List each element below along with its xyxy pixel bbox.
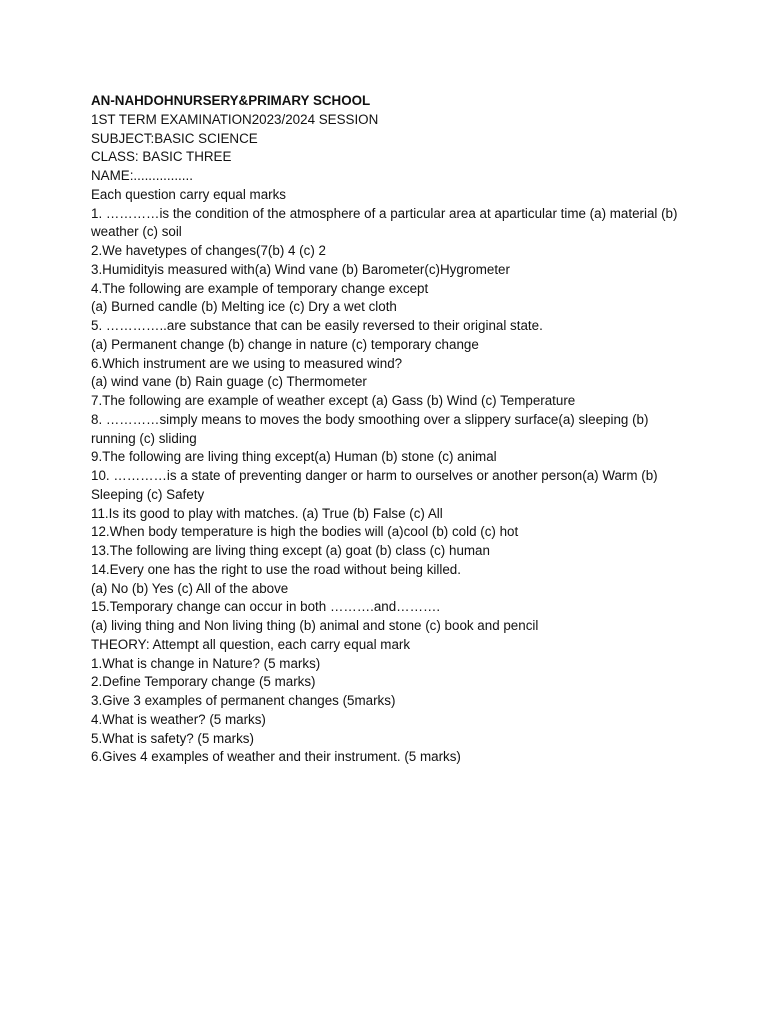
question-line: 7.The following are example of weather except (a) Gass (b) Wind (c) Temperature [91, 393, 576, 408]
subject-line: SUBJECT:BASIC SCIENCE [91, 130, 258, 146]
question-line: 4.The following are example of temporary change except [91, 280, 429, 296]
exam-document [91, 92, 691, 767]
options-line: (a) living thing and Non living thing (b) animal and stone (c) book and pencil [91, 618, 539, 633]
class-line: CLASS: BASIC THREE [91, 149, 232, 165]
question-line: 5. …………..are substance that can be easily reversed to their original state. [91, 318, 543, 333]
theory-question: 5.What is safety? (5 marks) [91, 730, 254, 746]
theory-question: 4.What is weather? (5 marks) [91, 711, 266, 727]
objective-section [91, 205, 691, 636]
question-line: 9.The following are living thing except(a) Human (b) stone (c) animal [91, 449, 497, 465]
question-line: 3.Humidityis measured with(a) Wind vane (b) Barometer(c)Hygrometer [91, 261, 510, 277]
question-line: 13.The following are living thing except (a) goat (b) class (c) human [91, 543, 490, 558]
question-line: 15.Temporary change can occur in both ……….and………. [91, 599, 441, 615]
options-line: (a) Burned candle (b) Melting ice (c) Dry a wet cloth [91, 299, 397, 315]
question-line: 1. …………is the condition of the atmosphere of a particular area at aparticular time (a) material (b) weather (c) soil [91, 205, 678, 240]
options-line: (a) Permanent change (b) change in nature (c) temporary change [91, 336, 479, 352]
question-line: 6.Which instrument are we using to measured wind? [91, 355, 403, 371]
theory-question: 6.Gives 4 examples of weather and their instrument. (5 marks) [91, 749, 461, 765]
theory-question: 3.Give 3 examples of permanent changes (5marks) [91, 693, 396, 708]
document-header [91, 92, 691, 205]
theory-section [91, 636, 691, 767]
options-line: (a) wind vane (b) Rain guage (c) Thermometer [91, 374, 367, 390]
exam-title: 1ST TERM EXAMINATION2023/2024 SESSION [91, 111, 379, 127]
options-line: (a) No (b) Yes (c) All of the above [91, 580, 289, 596]
school-name: AN-NAHDOHNURSERY&PRIMARY SCHOOL [91, 93, 371, 108]
question-line: 10. …………is a state of preventing danger or harm to ourselves or another person(a) Warm (b) Sleeping (c) Safety [91, 468, 658, 502]
question-line: 2.We havetypes of changes(7(b) 4 (c) 2 [91, 243, 326, 258]
theory-heading: THEORY: Attempt all question, each carry equal mark [91, 636, 411, 652]
question-line: 12.When body temperature is high the bodies will (a)cool (b) cold (c) hot [91, 524, 519, 540]
question-line: 11.Is its good to play with matches. (a) True (b) False (c) All [91, 505, 443, 521]
theory-question: 1.What is change in Nature? (5 marks) [91, 655, 321, 671]
name-line: NAME:................ [91, 168, 193, 183]
theory-question: 2.Define Temporary change (5 marks) [91, 674, 316, 690]
question-line: 8. …………simply means to moves the body smoothing over a slippery surface(a) sleeping (b) running (c) sliding [91, 411, 649, 446]
question-line: 14.Every one has the right to use the road without being killed. [91, 561, 461, 577]
instruction-line: Each question carry equal marks [91, 186, 287, 202]
